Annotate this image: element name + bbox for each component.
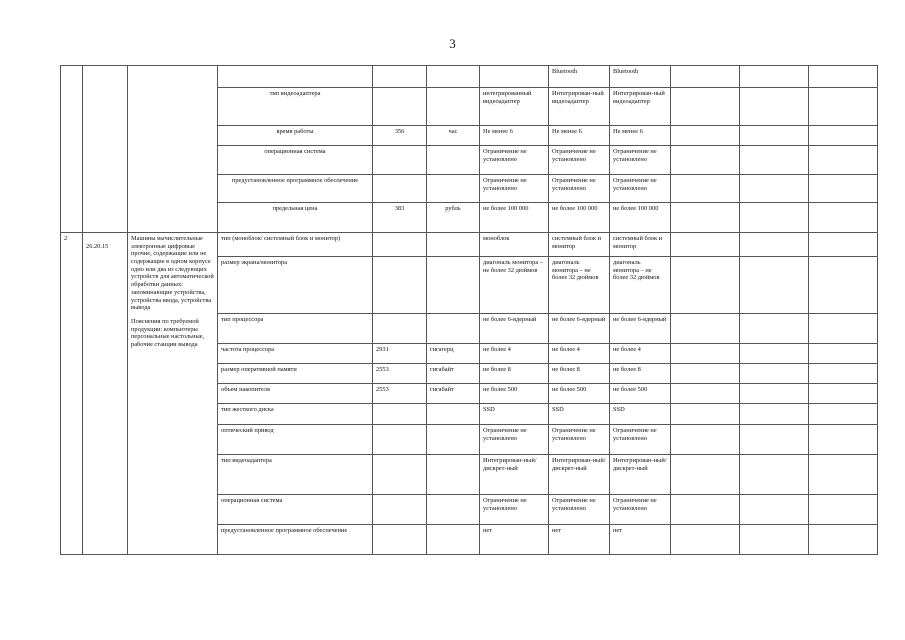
value-cell: не более 100 000 <box>480 203 549 233</box>
value-cell: Не менее 6 <box>610 126 671 146</box>
value-cell: Ограничение не установлено <box>549 425 610 455</box>
category-description: Машины вычислительные электронные цифровые прочие, содержащие или не содержащие в одном корпусе одно или два из следующих устройств для автоматической обработки данных: запоминающие устройства, устройства ввода, устройства вывода <box>131 235 214 312</box>
characteristic-name: предустановленное программное обеспечение <box>218 175 373 203</box>
row-number-cell <box>61 66 83 233</box>
unit-code: 356 <box>373 126 427 146</box>
value-cell: не более 4 <box>480 344 549 364</box>
unit-name: гигабайт <box>427 364 480 384</box>
value-cell: не более 100 000 <box>549 203 610 233</box>
value-cell: Интегрирован-ный видеоадаптер <box>610 88 671 126</box>
unit-code: 383 <box>373 203 427 233</box>
value-cell: Ограничение не установлено <box>549 495 610 525</box>
unit-code: 2931 <box>373 344 427 364</box>
value-cell: не более 4 <box>549 344 610 364</box>
value-cell: диагональ монитора – не более 32 дюймов <box>549 257 610 314</box>
unit-code <box>373 525 427 555</box>
characteristic-name: время работы <box>218 126 373 146</box>
table-row <box>61 233 878 257</box>
unit-code <box>373 175 427 203</box>
characteristic-name: объем накопителя <box>218 384 373 404</box>
unit-code <box>373 425 427 455</box>
characteristic-name: операционная система <box>218 495 373 525</box>
value-cell: нет <box>480 525 549 555</box>
value-cell: Ограничение не установлено <box>480 146 549 175</box>
page-number: 3 <box>449 36 456 51</box>
characteristic-name: тип жесткого диска <box>218 404 373 425</box>
table-row <box>61 66 878 88</box>
value-cell: системный блок и монитор <box>610 233 671 257</box>
unit-name: гигагерц <box>427 344 480 364</box>
value-cell: Интегрирован-ный/дискрет-ный <box>480 455 549 495</box>
value-cell: не более 500 <box>480 384 549 404</box>
unit-code <box>373 455 427 495</box>
unit-name: гигабайт <box>427 384 480 404</box>
unit-code <box>373 404 427 425</box>
value-cell: Интегрирован-ный видеоадаптер <box>549 88 610 126</box>
unit-code: 2553 <box>373 384 427 404</box>
unit-code <box>373 146 427 175</box>
unit-name <box>427 88 480 126</box>
characteristic-name: размер экрана/монитора <box>218 257 373 314</box>
value-cell: не более 100 000 <box>610 203 671 233</box>
unit-name <box>427 314 480 344</box>
value-cell: Ограничение не установлено <box>610 175 671 203</box>
value-cell: Bluetooth <box>549 66 610 88</box>
value-cell: не более 6-ядерный <box>480 314 549 344</box>
value-cell: Bluetooth <box>610 66 671 88</box>
okpd-code: 26.20.15 <box>86 243 109 250</box>
value-cell: нет <box>549 525 610 555</box>
unit-code <box>373 495 427 525</box>
characteristic-name: предельная цена <box>218 203 373 233</box>
unit-name <box>427 495 480 525</box>
characteristic-name: тип процессора <box>218 314 373 344</box>
value-cell: Не менее 6 <box>549 126 610 146</box>
value-cell: SSD <box>610 404 671 425</box>
row-number-cell: 2 <box>61 233 83 555</box>
value-cell: нет <box>610 525 671 555</box>
value-cell: диагональ монитора – не более 32 дюймов <box>610 257 671 314</box>
characteristic-name: оптический привод <box>218 425 373 455</box>
unit-name: рубль <box>427 203 480 233</box>
unit-name <box>427 455 480 495</box>
characteristic-name: тип видеоадаптера <box>218 455 373 495</box>
value-cell: не более 500 <box>610 384 671 404</box>
unit-code <box>373 88 427 126</box>
value-cell: не более 8 <box>480 364 549 384</box>
value-cell: интегрированный видеоадаптер <box>480 88 549 126</box>
value-cell: SSD <box>549 404 610 425</box>
characteristic-name: предустановленное программное обеспечение <box>218 525 373 555</box>
value-cell: не более 8 <box>549 364 610 384</box>
value-cell: моноблок <box>480 233 549 257</box>
value-cell: Ограничение не установлено <box>549 175 610 203</box>
unit-name <box>427 525 480 555</box>
value-cell: не более 6-ядерный <box>549 314 610 344</box>
characteristic-name: размер оперативной памяти <box>218 364 373 384</box>
value-cell: диагональ монитора – не более 32 дюймов <box>480 257 549 314</box>
characteristic-name: частота процессора <box>218 344 373 364</box>
value-cell: Ограничение не установлено <box>480 495 549 525</box>
specification-table <box>60 65 878 555</box>
characteristic-name: тип видеоадаптера <box>218 88 373 126</box>
characteristic-name: операционная система <box>218 146 373 175</box>
value-cell: Ограничение не установлено <box>549 146 610 175</box>
unit-code <box>373 314 427 344</box>
value-cell: Ограничение не установлено <box>480 425 549 455</box>
unit-name <box>427 425 480 455</box>
value-cell: Интегрирован-ный/дискрет-ный <box>610 455 671 495</box>
value-cell: Ограничение не установлено <box>480 175 549 203</box>
value-cell: системный блок и монитор <box>549 233 610 257</box>
value-cell: не более 8 <box>610 364 671 384</box>
category-cell <box>128 66 218 233</box>
unit-code <box>373 257 427 314</box>
value-cell: не более 4 <box>610 344 671 364</box>
unit-code: 2553 <box>373 364 427 384</box>
value-cell: SSD <box>480 404 549 425</box>
unit-name <box>427 404 480 425</box>
unit-name <box>427 175 480 203</box>
characteristic-name: тип (моноблок/ системный блок и монитор) <box>218 233 373 257</box>
value-cell: не более 500 <box>549 384 610 404</box>
category-note: Пояснения по требуемой продукции: компьютеры персональные настольные, рабочие станции вывода <box>131 317 205 348</box>
unit-name <box>427 233 480 257</box>
okpd-code-cell <box>83 233 128 555</box>
unit-name <box>427 146 480 175</box>
okpd-code-cell <box>83 66 128 233</box>
value-cell: Не менее 6 <box>480 126 549 146</box>
unit-name <box>427 257 480 314</box>
unit-name: час <box>427 126 480 146</box>
value-cell: Ограничение не установлено <box>610 495 671 525</box>
value-cell: не более 6-ядерный <box>610 314 671 344</box>
unit-code <box>373 233 427 257</box>
value-cell: Интегрирован-ный/дискрет-ный <box>549 455 610 495</box>
value-cell: Ограничение не установлено <box>610 425 671 455</box>
category-cell <box>128 233 218 555</box>
value-cell: Ограничение не установлено <box>610 146 671 175</box>
